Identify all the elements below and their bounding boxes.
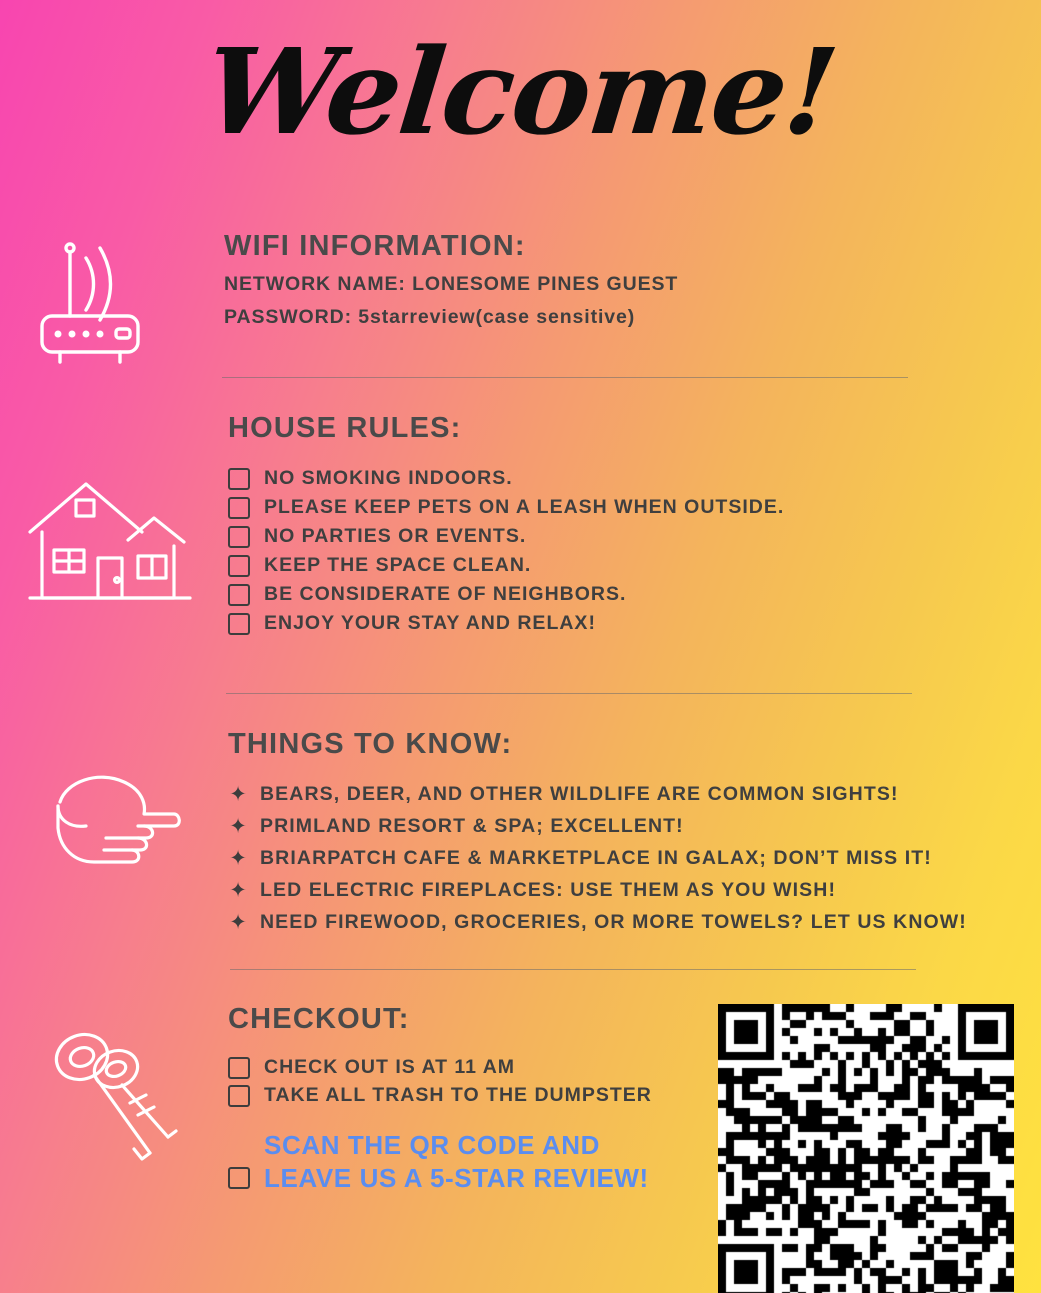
list-item [228,583,928,606]
list-item [228,879,1028,902]
house-rules-heading: HOUSE RULES: [228,412,462,444]
rule-checkbox[interactable] [228,497,250,519]
rule-checkbox[interactable] [228,526,250,548]
rule-checkbox[interactable] [228,584,250,606]
diamond-bullet-icon: ✦ [229,815,247,838]
house-rules-section [228,412,928,641]
wifi-router-icon [34,232,170,373]
rule-label: NO SMOKING INDOORS. [264,467,513,489]
checkout-checkbox[interactable] [228,1057,250,1079]
rule-checkbox[interactable] [228,555,250,577]
rule-label: NO PARTIES OR EVENTS. [264,525,527,547]
checkout-label: CHECK OUT IS AT 11 AM [264,1056,516,1078]
thing-label: NEED FIREWOOD, GROCERIES, OR MORE TOWELS? LET US KNOW! [260,911,967,933]
list-item [228,496,928,519]
qr-prompt-label: SCAN THE QR CODE AND LEAVE US A 5-STAR REVIEW! [264,1130,649,1194]
thing-label: BRIARPATCH CAFE & MARKETPLACE IN GALAX; DON’T MISS IT! [260,847,932,869]
rule-label: KEEP THE SPACE CLEAN. [264,554,532,576]
rule-label: ENJOY YOUR STAY AND RELAX! [264,612,596,634]
list-item [228,1084,748,1107]
thing-label: BEARS, DEER, AND OTHER WILDLIFE ARE COMMON SIGHTS! [260,783,899,805]
list-item [228,467,928,490]
divider-3 [230,969,916,970]
list-item [228,612,928,635]
house-icon [24,470,196,615]
wifi-heading: WIFI INFORMATION: [224,230,526,262]
checkout-label: TAKE ALL TRASH TO THE DUMPSTER [264,1084,652,1106]
qr-checkbox[interactable] [228,1167,250,1189]
diamond-bullet-icon: ✦ [229,911,247,934]
things-to-know-section [228,728,1028,943]
keys-icon [42,1025,192,1180]
things-to-know-heading: THINGS TO KNOW: [228,728,513,760]
list-item [228,783,1028,806]
list-item [228,1056,748,1079]
list-item [228,525,928,548]
thing-label: LED ELECTRIC FIREPLACES: USE THEM AS YOU WISH! [260,879,837,901]
divider-1 [222,377,908,378]
things-to-know-list [228,783,1028,934]
checkout-section [228,1003,748,1196]
checkout-checkbox[interactable] [228,1085,250,1107]
divider-2 [226,693,912,694]
rule-checkbox[interactable] [228,468,250,490]
diamond-bullet-icon: ✦ [229,879,247,902]
wifi-section [224,230,924,329]
pointing-hand-icon [46,762,186,887]
diamond-bullet-icon: ✦ [229,847,247,870]
review-qr-code[interactable] [718,1004,1014,1293]
diamond-bullet-icon: ✦ [229,783,247,806]
house-rules-list [228,467,928,635]
checkout-heading: CHECKOUT: [228,1003,410,1035]
list-item [228,911,1028,934]
wifi-network-name: NETWORK NAME: LONESOME PINES GUEST [224,273,679,295]
list-item [228,847,1028,870]
page-title: Welcome! [198,22,843,161]
rule-label: PLEASE KEEP PETS ON A LEASH WHEN OUTSIDE. [264,496,785,518]
thing-label: PRIMLAND RESORT & SPA; EXCELLENT! [260,815,684,837]
rule-checkbox[interactable] [228,613,250,635]
list-item [228,554,928,577]
rule-label: BE CONSIDERATE OF NEIGHBORS. [264,583,627,605]
qr-prompt-row [228,1129,748,1196]
wifi-password: PASSWORD: 5starreview(case sensitive) [224,306,636,328]
list-item [228,815,1028,838]
